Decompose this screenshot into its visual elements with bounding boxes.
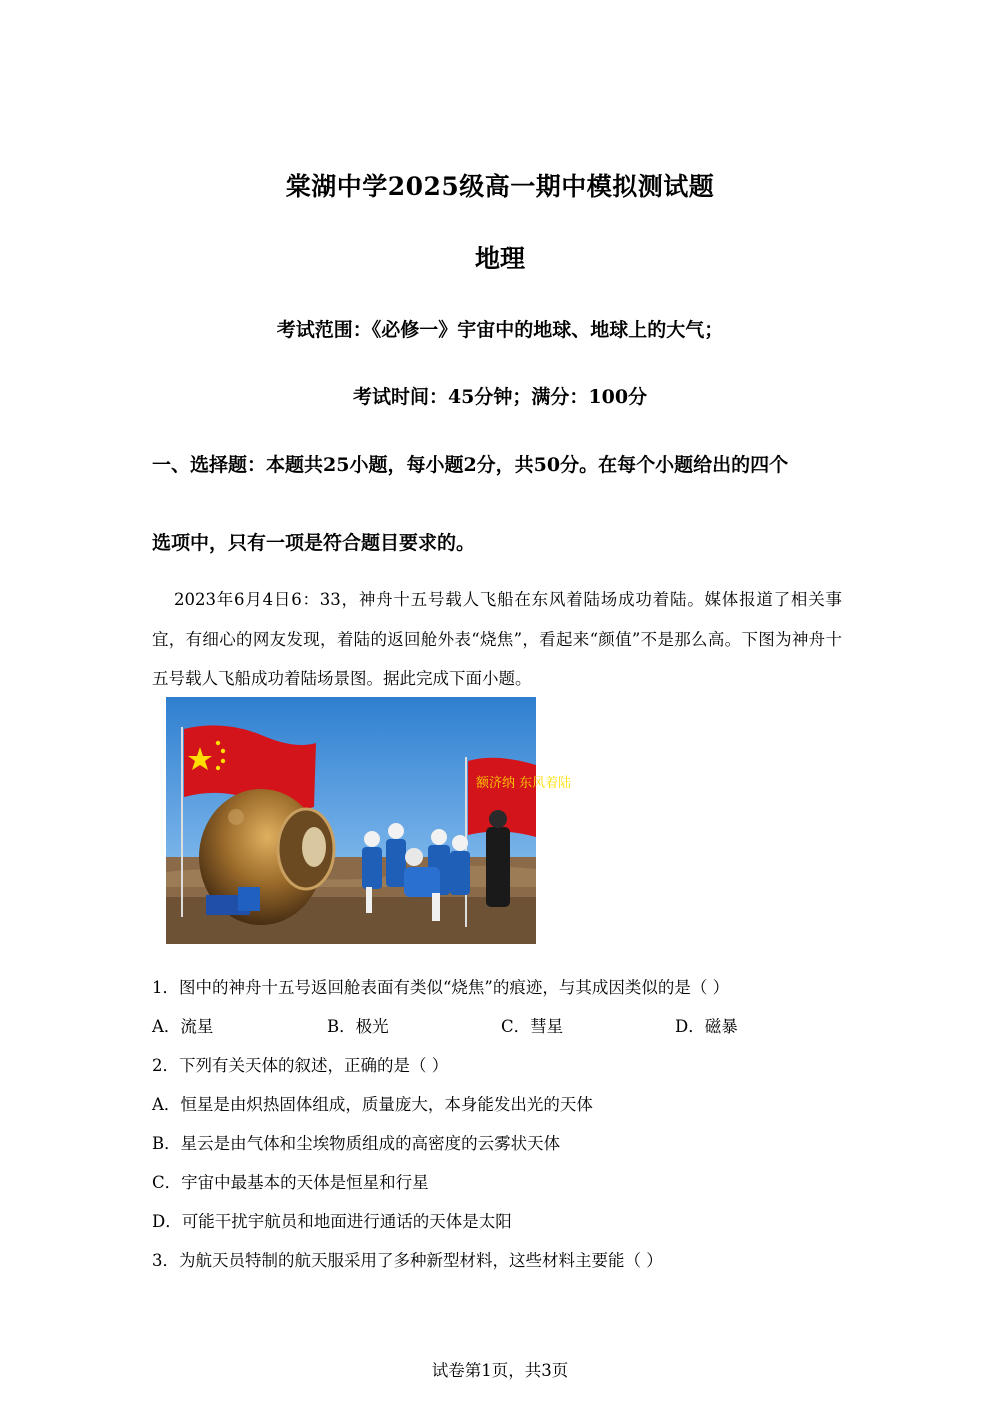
section-heading-line-2: 选项中，只有一项是符合题目要求的。 xyxy=(152,532,476,554)
landing-scene-photo xyxy=(166,697,572,944)
astronaut-chair xyxy=(404,867,440,897)
q1-option-d[interactable]: D．磁暴 xyxy=(675,1017,738,1036)
question-1-stem: 1．图中的神舟十五号返回舱表面有类似“烧焦”的痕迹，与其成因类似的是（ ） xyxy=(152,978,730,997)
exam-title: 棠湖中学2025级高一期中模拟测试题 xyxy=(285,172,715,201)
q1-option-a[interactable]: A．流星 xyxy=(152,1017,214,1036)
exam-subject: 地理 xyxy=(474,244,525,273)
q1-option-b[interactable]: B．极光 xyxy=(327,1017,389,1036)
page-footer: 试卷第1页，共3页 xyxy=(431,1361,569,1380)
q1-option-c[interactable]: C．彗星 xyxy=(501,1017,564,1036)
question-2-stem: 2．下列有关天体的叙述，正确的是（ ） xyxy=(152,1056,449,1075)
banner-text: 额济纳 东风着陆 xyxy=(476,776,572,791)
q2-option-b[interactable]: B．星云是由气体和尘埃物质组成的高密度的云雾状天体 xyxy=(152,1134,561,1153)
reading-passage: 2023年6月4日6：33，神舟十五号载人飞船在东风着陆场成功着陆。媒体报道了相关事宜，有细心的网友发现，着陆的返回舱外表“烧焦”，看起来“颜值”不是那么高。下图为神舟十五号载人飞船成功着陆场景图。据此完成下面小题。 xyxy=(152,590,842,688)
q2-option-d[interactable]: D．可能干扰宇航员和地面进行通话的天体是太阳 xyxy=(152,1212,512,1231)
landing-scene-illustration xyxy=(166,697,572,944)
question-3-stem: 3．为航天员特制的航天服采用了多种新型材料，这些材料主要能（ ） xyxy=(152,1251,663,1270)
exam-range: 考试范围：《必修一》宇宙中的地球、地球上的大气； xyxy=(276,319,724,341)
exam-time: 考试时间：45分钟；满分：100分 xyxy=(352,386,648,408)
section-heading-line-1: 一、选择题：本题共25小题，每小题2分，共50分。在每个小题给出的四个 xyxy=(152,454,789,476)
q2-option-a[interactable]: A．恒星是由炽热固体组成，质量庞大，本身能发出光的天体 xyxy=(152,1095,593,1114)
q2-option-c[interactable]: C．宇宙中最基本的天体是恒星和行星 xyxy=(152,1173,429,1192)
